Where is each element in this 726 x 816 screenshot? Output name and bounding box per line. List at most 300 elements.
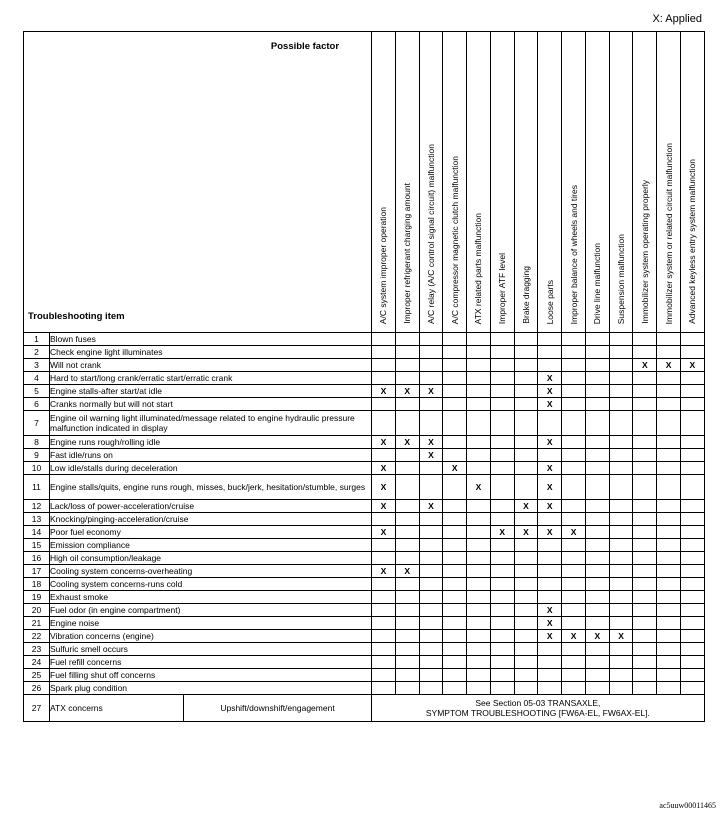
row-number: 12 xyxy=(24,500,50,513)
factor-cell xyxy=(443,398,467,411)
factor-cell xyxy=(443,526,467,539)
factor-cell xyxy=(585,526,609,539)
factor-cell xyxy=(443,385,467,398)
factor-cell xyxy=(562,643,586,656)
factor-cell xyxy=(562,565,586,578)
factor-cell xyxy=(443,591,467,604)
factor-cell xyxy=(680,372,704,385)
applied-mark: X xyxy=(380,501,387,511)
factor-header-cell xyxy=(443,32,467,333)
factor-cell xyxy=(585,591,609,604)
factor-cell xyxy=(372,591,396,604)
factor-cell xyxy=(372,411,396,436)
factor-cell xyxy=(562,385,586,398)
factor-cell xyxy=(514,656,538,669)
factor-header-cell xyxy=(514,32,538,333)
factor-cell xyxy=(490,669,514,682)
row-number: 20 xyxy=(24,604,50,617)
factor-cell xyxy=(609,526,633,539)
factor-cell xyxy=(514,617,538,630)
factor-cell xyxy=(514,682,538,695)
factor-cell xyxy=(680,656,704,669)
factor-cell xyxy=(395,565,419,578)
troubleshooting-item: Fuel odor (in engine compartment) xyxy=(50,604,372,617)
factor-cell xyxy=(419,604,443,617)
factor-cell xyxy=(514,526,538,539)
factor-cell xyxy=(538,604,562,617)
applied-mark: X xyxy=(546,437,553,447)
factor-cell xyxy=(419,385,443,398)
row-number: 15 xyxy=(24,539,50,552)
factor-cell xyxy=(514,359,538,372)
factor-cell xyxy=(585,552,609,565)
factor-cell xyxy=(443,346,467,359)
troubleshooting-item-label: Troubleshooting item xyxy=(28,311,125,322)
factor-cell xyxy=(372,398,396,411)
factor-cell xyxy=(562,436,586,449)
factor-cell xyxy=(419,462,443,475)
factor-cell xyxy=(514,436,538,449)
factor-cell xyxy=(538,359,562,372)
troubleshooting-item: Exhaust smoke xyxy=(50,591,372,604)
factor-cell xyxy=(538,411,562,436)
factor-cell xyxy=(538,436,562,449)
factor-cell xyxy=(633,475,657,500)
factor-cell xyxy=(609,372,633,385)
factor-header-cell xyxy=(395,32,419,333)
factor-label: A/C system improper operation xyxy=(378,206,389,324)
applied-mark: X xyxy=(523,501,529,511)
factor-cell xyxy=(633,669,657,682)
factor-cell xyxy=(657,436,681,449)
applied-mark: X xyxy=(546,463,553,473)
factor-cell xyxy=(633,539,657,552)
factor-cell xyxy=(562,578,586,591)
table-row xyxy=(24,539,705,552)
factor-cell xyxy=(538,398,562,411)
factor-cell xyxy=(514,630,538,643)
factor-cell xyxy=(609,475,633,500)
factor-cell xyxy=(467,578,491,591)
factor-cell xyxy=(585,372,609,385)
factor-cell xyxy=(514,591,538,604)
table-row xyxy=(24,578,705,591)
applied-mark: X xyxy=(428,386,434,396)
row-number: 11 xyxy=(24,475,50,500)
row-number: 8 xyxy=(24,436,50,449)
factor-cell xyxy=(538,578,562,591)
factor-header-cell xyxy=(633,32,657,333)
factor-cell xyxy=(395,578,419,591)
factor-cell xyxy=(562,630,586,643)
factor-cell xyxy=(657,333,681,346)
factor-cell xyxy=(538,513,562,526)
factor-cell xyxy=(372,513,396,526)
factor-cell xyxy=(419,578,443,591)
applied-mark: X xyxy=(523,527,529,537)
table-row xyxy=(24,372,705,385)
factor-cell xyxy=(538,565,562,578)
factor-cell xyxy=(609,539,633,552)
factor-cell xyxy=(514,604,538,617)
row-number: 21 xyxy=(24,617,50,630)
factor-label: Advanced keyless entry system malfunction xyxy=(687,159,698,324)
factor-cell xyxy=(467,333,491,346)
troubleshooting-item: Cranks normally but will not start xyxy=(50,398,372,411)
factor-cell xyxy=(443,500,467,513)
factor-cell xyxy=(562,669,586,682)
factor-cell xyxy=(443,539,467,552)
factor-header-cell xyxy=(585,32,609,333)
factor-cell xyxy=(419,591,443,604)
factor-cell xyxy=(395,333,419,346)
troubleshooting-item: Engine stalls/quits, engine runs rough, misses, buck/jerk, hesitation/stumble, surges xyxy=(50,475,372,500)
factor-cell xyxy=(538,333,562,346)
factor-cell xyxy=(680,578,704,591)
factor-cell xyxy=(514,475,538,500)
row-number: 27 xyxy=(24,695,50,722)
factor-cell xyxy=(609,411,633,436)
factor-cell xyxy=(467,591,491,604)
factor-cell xyxy=(490,539,514,552)
applied-mark: X xyxy=(380,463,387,473)
factor-cell xyxy=(490,411,514,436)
factor-cell xyxy=(443,643,467,656)
troubleshooting-item: Emission compliance xyxy=(50,539,372,552)
factor-cell xyxy=(467,385,491,398)
troubleshooting-item: Spark plug condition xyxy=(50,682,372,695)
factor-cell xyxy=(680,539,704,552)
row-number: 26 xyxy=(24,682,50,695)
row-number: 2 xyxy=(24,346,50,359)
factor-cell xyxy=(562,617,586,630)
troubleshooting-table xyxy=(23,31,705,722)
factor-cell xyxy=(490,513,514,526)
factor-cell xyxy=(395,630,419,643)
factor-cell xyxy=(514,333,538,346)
factor-cell xyxy=(657,539,681,552)
factor-cell xyxy=(538,656,562,669)
factor-cell xyxy=(443,656,467,669)
table-row-atx xyxy=(24,695,705,722)
troubleshooting-item: Engine noise xyxy=(50,617,372,630)
factor-cell xyxy=(443,617,467,630)
factor-cell xyxy=(372,682,396,695)
factor-cell xyxy=(562,604,586,617)
factor-cell xyxy=(372,656,396,669)
factor-cell xyxy=(562,449,586,462)
factor-cell xyxy=(609,578,633,591)
factor-cell xyxy=(585,475,609,500)
factor-cell xyxy=(395,526,419,539)
factor-cell xyxy=(633,630,657,643)
row-number: 4 xyxy=(24,372,50,385)
factor-cell xyxy=(443,411,467,436)
factor-cell xyxy=(514,449,538,462)
factor-cell xyxy=(585,333,609,346)
factor-cell xyxy=(372,617,396,630)
troubleshooting-item: High oil consumption/leakage xyxy=(50,552,372,565)
factor-cell xyxy=(490,630,514,643)
factor-cell xyxy=(443,513,467,526)
figure-code: ac5uuw00011465 xyxy=(659,801,716,810)
row-number: 18 xyxy=(24,578,50,591)
factor-cell xyxy=(419,333,443,346)
applied-mark: X xyxy=(475,482,482,492)
factor-header-cell xyxy=(657,32,681,333)
factor-cell xyxy=(657,591,681,604)
table-row xyxy=(24,513,705,526)
factor-cell xyxy=(633,449,657,462)
factor-cell xyxy=(562,333,586,346)
factor-cell xyxy=(680,591,704,604)
factor-cell xyxy=(680,526,704,539)
factor-cell xyxy=(419,656,443,669)
factor-header-cell xyxy=(538,32,562,333)
table-row xyxy=(24,359,705,372)
see-section-line: See Section 05-03 TRANSAXLE, xyxy=(475,698,601,708)
factor-cell xyxy=(467,475,491,500)
applied-mark: X xyxy=(404,437,410,447)
factor-cell xyxy=(395,359,419,372)
table-row xyxy=(24,500,705,513)
factor-cell xyxy=(419,643,443,656)
factor-cell xyxy=(419,346,443,359)
factor-cell xyxy=(562,656,586,669)
factor-cell xyxy=(443,462,467,475)
factor-cell xyxy=(609,500,633,513)
factor-cell xyxy=(585,513,609,526)
table-row xyxy=(24,346,705,359)
applied-mark: X xyxy=(665,360,672,370)
factor-cell xyxy=(585,449,609,462)
factor-cell xyxy=(538,630,562,643)
factor-cell xyxy=(633,643,657,656)
factor-cell xyxy=(490,526,514,539)
applied-mark: X xyxy=(594,631,601,641)
row-number: 9 xyxy=(24,449,50,462)
factor-cell xyxy=(514,346,538,359)
factor-cell xyxy=(680,462,704,475)
factor-cell xyxy=(657,578,681,591)
factor-cell xyxy=(585,565,609,578)
factor-cell xyxy=(419,436,443,449)
table-row xyxy=(24,398,705,411)
factor-cell xyxy=(538,539,562,552)
factor-cell xyxy=(443,604,467,617)
applied-mark: X xyxy=(404,566,410,576)
factor-cell xyxy=(609,552,633,565)
applied-mark: X xyxy=(546,399,553,409)
table-row xyxy=(24,333,705,346)
factor-cell xyxy=(538,500,562,513)
factor-cell xyxy=(467,617,491,630)
troubleshooting-item: ATX concerns xyxy=(50,695,184,722)
factor-cell xyxy=(562,552,586,565)
factor-cell xyxy=(680,552,704,565)
factor-header-cell xyxy=(609,32,633,333)
factor-label: Drive line malfunction xyxy=(592,242,603,324)
factor-cell xyxy=(514,500,538,513)
factor-label: Suspension malfunction xyxy=(616,233,627,324)
applied-mark: X xyxy=(618,631,624,641)
factor-cell xyxy=(490,436,514,449)
applied-mark: X xyxy=(380,386,387,396)
factor-cell xyxy=(562,500,586,513)
factor-cell xyxy=(680,411,704,436)
factor-cell xyxy=(680,346,704,359)
applied-mark: X xyxy=(380,437,387,447)
factor-cell xyxy=(443,475,467,500)
table-row xyxy=(24,591,705,604)
factor-cell xyxy=(467,552,491,565)
table-row xyxy=(24,643,705,656)
factor-header-cell xyxy=(490,32,514,333)
row-number: 6 xyxy=(24,398,50,411)
factor-cell xyxy=(467,565,491,578)
factor-cell xyxy=(680,669,704,682)
factor-cell xyxy=(372,565,396,578)
factor-cell xyxy=(419,552,443,565)
applied-mark: X xyxy=(546,618,553,628)
factor-cell xyxy=(514,411,538,436)
factor-cell xyxy=(395,669,419,682)
row-number: 17 xyxy=(24,565,50,578)
factor-cell xyxy=(609,333,633,346)
applied-mark: X xyxy=(380,482,387,492)
factor-cell xyxy=(585,385,609,398)
factor-cell xyxy=(419,411,443,436)
factor-cell xyxy=(657,682,681,695)
factor-cell xyxy=(395,552,419,565)
factor-cell xyxy=(395,656,419,669)
factor-cell xyxy=(467,604,491,617)
factor-header-cell xyxy=(562,32,586,333)
factor-cell xyxy=(680,436,704,449)
row-number: 25 xyxy=(24,669,50,682)
factor-cell xyxy=(395,500,419,513)
factor-cell xyxy=(372,630,396,643)
applied-mark: X xyxy=(546,386,553,396)
factor-cell xyxy=(395,436,419,449)
factor-cell xyxy=(585,411,609,436)
factor-cell xyxy=(395,539,419,552)
factor-cell xyxy=(633,398,657,411)
factor-label: Loose parts xyxy=(544,279,555,324)
table-row xyxy=(24,604,705,617)
factor-cell xyxy=(467,462,491,475)
applied-mark: X xyxy=(546,605,553,615)
factor-cell xyxy=(562,682,586,695)
applied-mark: X xyxy=(428,501,434,511)
factor-cell xyxy=(585,617,609,630)
factor-cell xyxy=(372,539,396,552)
factor-cell xyxy=(657,500,681,513)
factor-cell xyxy=(395,643,419,656)
factor-cell xyxy=(467,539,491,552)
factor-cell xyxy=(538,372,562,385)
factor-cell xyxy=(467,656,491,669)
row-number: 23 xyxy=(24,643,50,656)
factor-cell xyxy=(467,359,491,372)
table-row xyxy=(24,669,705,682)
applied-mark: X xyxy=(689,360,696,370)
table-row xyxy=(24,526,705,539)
factor-cell xyxy=(657,604,681,617)
header-row xyxy=(24,32,705,333)
factor-cell xyxy=(395,385,419,398)
factor-cell xyxy=(490,385,514,398)
factor-cell xyxy=(633,500,657,513)
troubleshooting-item: Sulfuric smell occurs xyxy=(50,643,372,656)
factor-cell xyxy=(467,643,491,656)
factor-cell xyxy=(467,682,491,695)
factor-cell xyxy=(609,436,633,449)
factor-cell xyxy=(538,669,562,682)
factor-cell xyxy=(657,385,681,398)
factor-cell xyxy=(538,682,562,695)
factor-cell xyxy=(680,475,704,500)
factor-cell xyxy=(372,643,396,656)
troubleshooting-item: Poor fuel economy xyxy=(50,526,372,539)
factor-cell xyxy=(467,346,491,359)
factor-cell xyxy=(538,526,562,539)
factor-cell xyxy=(372,604,396,617)
factor-cell xyxy=(443,669,467,682)
factor-cell xyxy=(538,617,562,630)
factor-cell xyxy=(657,475,681,500)
factor-cell xyxy=(490,333,514,346)
factor-cell xyxy=(657,513,681,526)
factor-cell xyxy=(585,630,609,643)
table-row xyxy=(24,449,705,462)
factor-cell xyxy=(633,372,657,385)
table-row xyxy=(24,656,705,669)
factor-cell xyxy=(443,565,467,578)
factor-cell xyxy=(490,359,514,372)
factor-cell xyxy=(514,643,538,656)
factor-cell xyxy=(395,346,419,359)
table-row xyxy=(24,475,705,500)
factor-cell xyxy=(538,346,562,359)
factor-cell xyxy=(395,513,419,526)
factor-cell xyxy=(467,372,491,385)
factor-cell xyxy=(633,591,657,604)
factor-cell xyxy=(490,617,514,630)
factor-cell xyxy=(609,346,633,359)
factor-cell xyxy=(680,643,704,656)
row-number: 1 xyxy=(24,333,50,346)
factor-cell xyxy=(657,398,681,411)
factor-cell xyxy=(657,359,681,372)
troubleshooting-item: Fuel filling shut off concerns xyxy=(50,669,372,682)
factor-cell xyxy=(514,578,538,591)
factor-header-cell xyxy=(467,32,491,333)
factor-cell xyxy=(585,682,609,695)
factor-cell xyxy=(514,398,538,411)
factor-cell xyxy=(680,617,704,630)
factor-cell xyxy=(585,500,609,513)
factor-cell xyxy=(633,656,657,669)
factor-cell xyxy=(657,630,681,643)
factor-cell xyxy=(609,669,633,682)
factor-cell xyxy=(562,346,586,359)
factor-cell xyxy=(514,669,538,682)
possible-factor-label: Possible factor xyxy=(270,41,340,52)
factor-cell xyxy=(395,682,419,695)
factor-cell xyxy=(490,682,514,695)
factor-cell xyxy=(490,500,514,513)
